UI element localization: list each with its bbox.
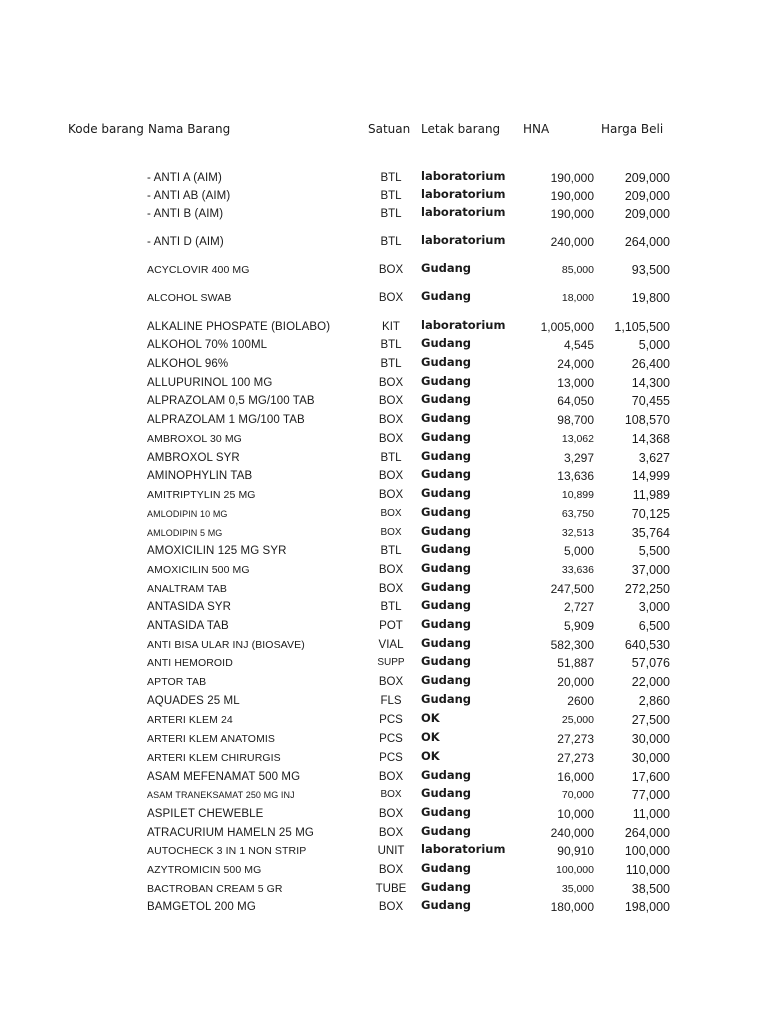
table-row	[0, 768, 768, 786]
nama-barang-cell: AMBROXOL SYR	[147, 452, 240, 464]
satuan-cell: PCS	[379, 714, 403, 726]
harga-beli-cell: 264,000	[624, 826, 670, 840]
letak-barang-cell: Gudang	[421, 336, 472, 350]
satuan-cell: BOX	[380, 789, 402, 800]
letak-barang-cell: Gudang	[421, 374, 472, 388]
hna-cell: 2600	[567, 694, 594, 708]
satuan-cell: TUBE	[375, 883, 407, 895]
nama-barang-cell: AMLODIPIN 10 MG	[147, 509, 228, 519]
satuan-cell: BOX	[378, 771, 404, 783]
letak-barang-cell: Gudang	[421, 654, 472, 668]
hna-cell: 190,000	[550, 171, 594, 185]
table-row	[0, 336, 768, 354]
hna-cell: 85,000	[561, 264, 594, 276]
table-row	[0, 392, 768, 410]
harga-beli-cell: 640,530	[624, 638, 670, 652]
harga-beli-cell: 70,455	[631, 394, 670, 408]
harga-beli-cell: 272,250	[624, 582, 670, 596]
satuan-cell: PCS	[379, 752, 403, 764]
satuan-cell: BOX	[378, 433, 404, 445]
letak-barang-cell: OK	[421, 711, 440, 725]
hna-cell: 70,000	[561, 789, 594, 801]
harga-beli-cell: 38,500	[631, 882, 670, 896]
harga-beli-cell: 14,300	[631, 376, 670, 390]
table-row	[0, 486, 768, 504]
table-row	[0, 187, 768, 205]
satuan-cell: BOX	[378, 489, 404, 501]
hna-cell: 24,000	[557, 357, 594, 371]
harga-beli-cell: 17,600	[631, 770, 670, 784]
letak-barang-cell: Gudang	[421, 805, 472, 819]
table-row	[0, 561, 768, 579]
satuan-cell: BOX	[378, 395, 404, 407]
nama-barang-cell: APTOR TAB	[147, 676, 207, 688]
letak-barang-cell: Gudang	[421, 598, 472, 612]
satuan-cell: BOX	[378, 583, 404, 595]
satuan-cell: BOX	[380, 508, 402, 519]
letak-barang-cell: laboratorium	[421, 318, 506, 332]
hna-cell: 20,000	[557, 675, 594, 689]
nama-barang-cell: ASPILET CHEWEBLE	[147, 808, 264, 820]
letak-barang-cell: Gudang	[421, 824, 472, 838]
nama-barang-cell: ASAM MEFENAMAT 500 MG	[147, 771, 301, 783]
hna-cell: 10,899	[561, 489, 594, 501]
satuan-cell: BOX	[378, 470, 404, 482]
satuan-cell: BTL	[380, 545, 402, 557]
header-kode-barang: Kode barang	[68, 122, 144, 136]
table-row	[0, 169, 768, 187]
hna-cell: 33,636	[561, 564, 594, 576]
table-row	[0, 430, 768, 448]
letak-barang-cell: laboratorium	[421, 233, 506, 247]
letak-barang-cell: OK	[421, 749, 440, 763]
table-row	[0, 617, 768, 635]
letak-barang-cell: Gudang	[421, 261, 472, 275]
table-row	[0, 289, 768, 307]
satuan-cell: FLS	[380, 695, 402, 707]
harga-beli-cell: 110,000	[625, 863, 670, 877]
satuan-cell: BTL	[380, 190, 402, 202]
nama-barang-cell: ALCOHOL SWAB	[147, 292, 232, 304]
nama-barang-cell: BACTROBAN CREAM 5 GR	[147, 883, 283, 895]
satuan-cell: BOX	[378, 264, 404, 276]
harga-beli-cell: 14,368	[631, 432, 670, 446]
table-row	[0, 824, 768, 842]
satuan-cell: PCS	[379, 733, 403, 745]
letak-barang-cell: OK	[421, 730, 440, 744]
header-satuan: Satuan	[368, 122, 411, 136]
hna-cell: 25,000	[561, 714, 594, 726]
letak-barang-cell: Gudang	[421, 289, 472, 303]
table-row	[0, 467, 768, 485]
hna-cell: 190,000	[550, 207, 594, 221]
satuan-cell: BTL	[380, 208, 402, 220]
hna-cell: 16,000	[557, 770, 594, 784]
nama-barang-cell: ARTERI KLEM ANATOMIS	[147, 733, 276, 745]
letak-barang-cell: Gudang	[421, 786, 472, 800]
table-row	[0, 261, 768, 279]
harga-beli-cell: 93,500	[631, 263, 670, 277]
nama-barang-cell: - ANTI B (AIM)	[147, 208, 224, 220]
table-row	[0, 730, 768, 748]
harga-beli-cell: 11,000	[632, 807, 670, 821]
nama-barang-cell: AMOXICILIN 125 MG SYR	[147, 545, 287, 557]
harga-beli-cell: 209,000	[624, 171, 670, 185]
hna-cell: 27,273	[557, 751, 594, 765]
harga-beli-cell: 3,627	[638, 451, 670, 465]
table-row	[0, 805, 768, 823]
nama-barang-cell: ATRACURIUM HAMELN 25 MG	[147, 827, 314, 839]
hna-cell: 63,750	[561, 508, 594, 520]
satuan-cell: BTL	[380, 339, 402, 351]
letak-barang-cell: Gudang	[421, 524, 472, 538]
satuan-cell: SUPP	[377, 657, 405, 668]
satuan-cell: BTL	[380, 358, 402, 370]
harga-beli-cell: 108,570	[624, 413, 670, 427]
header-hna: HNA	[523, 122, 550, 136]
nama-barang-cell: AZYTROMICIN 500 MG	[147, 864, 262, 876]
hna-cell: 5,000	[563, 544, 594, 558]
letak-barang-cell: Gudang	[421, 673, 472, 687]
table-row	[0, 449, 768, 467]
letak-barang-cell: Gudang	[421, 561, 472, 575]
header-harga-beli: Harga Beli	[601, 122, 664, 136]
letak-barang-cell: Gudang	[421, 449, 472, 463]
satuan-cell: BOX	[378, 377, 404, 389]
satuan-cell: BOX	[378, 414, 404, 426]
harga-beli-cell: 264,000	[624, 235, 670, 249]
nama-barang-cell: - ANTI AB (AIM)	[147, 190, 231, 202]
harga-beli-cell: 77,000	[631, 788, 670, 802]
hna-cell: 64,050	[557, 394, 594, 408]
harga-beli-cell: 1,105,500	[614, 320, 670, 334]
table-row	[0, 318, 768, 336]
table-row	[0, 205, 768, 223]
nama-barang-cell: ALLUPURINOL 100 MG	[147, 377, 273, 389]
nama-barang-cell: ANTI HEMOROID	[147, 657, 233, 669]
table-row	[0, 524, 768, 542]
harga-beli-cell: 19,800	[631, 291, 670, 305]
hna-cell: 10,000	[557, 807, 594, 821]
satuan-cell: BOX	[378, 901, 404, 913]
hna-cell: 27,273	[557, 732, 594, 746]
harga-beli-cell: 209,000	[624, 189, 670, 203]
header-nama-barang: Nama Barang	[148, 122, 231, 136]
table-row	[0, 880, 768, 898]
letak-barang-cell: Gudang	[421, 505, 472, 519]
satuan-cell: BTL	[380, 236, 402, 248]
letak-barang-cell: Gudang	[421, 768, 472, 782]
hna-cell: 98,700	[557, 413, 594, 427]
table-row	[0, 598, 768, 616]
hna-cell: 240,000	[550, 235, 594, 249]
nama-barang-cell: AUTOCHECK 3 IN 1 NON STRIP	[147, 845, 307, 857]
harga-beli-cell: 3,000	[638, 600, 670, 614]
letak-barang-cell: laboratorium	[421, 187, 506, 201]
harga-beli-cell: 6,500	[638, 619, 670, 633]
harga-beli-cell: 198,000	[624, 900, 670, 914]
nama-barang-cell: AMLODIPIN 5 MG	[147, 528, 223, 538]
harga-beli-cell: 11,989	[632, 488, 670, 502]
harga-beli-cell: 209,000	[624, 207, 670, 221]
letak-barang-cell: Gudang	[421, 880, 472, 894]
satuan-cell: BTL	[380, 601, 402, 613]
letak-barang-cell: Gudang	[421, 898, 472, 912]
nama-barang-cell: AMINOPHYLIN TAB	[147, 470, 253, 482]
hna-cell: 13,636	[557, 469, 594, 483]
letak-barang-cell: Gudang	[421, 411, 472, 425]
satuan-cell: UNIT	[377, 845, 405, 857]
letak-barang-cell: Gudang	[421, 467, 472, 481]
harga-beli-cell: 100,000	[624, 844, 670, 858]
satuan-cell: BTL	[380, 452, 402, 464]
table-row	[0, 861, 768, 879]
harga-beli-cell: 30,000	[631, 732, 670, 746]
satuan-cell: BOX	[378, 827, 404, 839]
letak-barang-cell: Gudang	[421, 392, 472, 406]
hna-cell: 247,500	[550, 582, 594, 596]
letak-barang-cell: Gudang	[421, 580, 472, 594]
table-row	[0, 233, 768, 251]
hna-cell: 180,000	[550, 900, 594, 914]
nama-barang-cell: AMBROXOL 30 MG	[147, 433, 242, 445]
nama-barang-cell: ALKOHOL 96%	[147, 358, 229, 370]
letak-barang-cell: Gudang	[421, 430, 472, 444]
hna-cell: 13,000	[557, 376, 594, 390]
harga-beli-cell: 30,000	[631, 751, 670, 765]
hna-cell: 35,000	[561, 883, 594, 895]
hna-cell: 190,000	[550, 189, 594, 203]
satuan-cell: BOX	[378, 564, 404, 576]
nama-barang-cell: ANTI BISA ULAR INJ (BIOSAVE)	[147, 639, 305, 651]
satuan-cell: BOX	[378, 292, 404, 304]
table-row	[0, 654, 768, 672]
hna-cell: 1,005,000	[540, 320, 594, 334]
nama-barang-cell: ASAM TRANEKSAMAT 250 MG INJ	[147, 790, 295, 800]
satuan-cell: BTL	[380, 172, 402, 184]
nama-barang-cell: AMOXICILIN 500 MG	[147, 564, 250, 576]
letak-barang-cell: laboratorium	[421, 205, 506, 219]
nama-barang-cell: ALPRAZOLAM 1 MG/100 TAB	[147, 414, 305, 426]
letak-barang-cell: Gudang	[421, 692, 472, 706]
nama-barang-cell: ANTASIDA SYR	[147, 601, 232, 613]
letak-barang-cell: laboratorium	[421, 169, 506, 183]
satuan-cell: BOX	[378, 864, 404, 876]
harga-beli-cell: 5,500	[638, 544, 670, 558]
satuan-cell: BOX	[378, 676, 404, 688]
hna-cell: 3,297	[563, 451, 594, 465]
letak-barang-cell: Gudang	[421, 542, 472, 556]
nama-barang-cell: BAMGETOL 200 MG	[147, 901, 256, 913]
table-row	[0, 374, 768, 392]
hna-cell: 4,545	[563, 338, 594, 352]
letak-barang-cell: Gudang	[421, 617, 472, 631]
nama-barang-cell: ALKALINE PHOSPATE (BIOLABO)	[147, 321, 331, 333]
letak-barang-cell: Gudang	[421, 355, 472, 369]
table-row	[0, 842, 768, 860]
table-row	[0, 711, 768, 729]
hna-cell: 2,727	[563, 600, 594, 614]
nama-barang-cell: ARTERI KLEM 24	[147, 714, 233, 726]
letak-barang-cell: Gudang	[421, 861, 472, 875]
nama-barang-cell: - ANTI A (AIM)	[147, 172, 222, 184]
nama-barang-cell: ACYCLOVIR 400 MG	[147, 264, 250, 276]
satuan-cell: POT	[379, 620, 403, 632]
harga-beli-cell: 14,999	[631, 469, 670, 483]
harga-beli-cell: 2,860	[638, 694, 670, 708]
harga-beli-cell: 70,125	[631, 507, 670, 521]
hna-cell: 100,000	[556, 864, 594, 876]
table-row	[0, 749, 768, 767]
satuan-cell: BOX	[380, 527, 402, 538]
table-row	[0, 898, 768, 916]
letak-barang-cell: laboratorium	[421, 842, 506, 856]
harga-beli-cell: 37,000	[631, 563, 670, 577]
nama-barang-cell: ANTASIDA TAB	[147, 620, 229, 632]
hna-cell: 90,910	[557, 844, 594, 858]
hna-cell: 32,513	[561, 527, 594, 539]
letak-barang-cell: Gudang	[421, 636, 472, 650]
hna-cell: 18,000	[561, 292, 594, 304]
table-row	[0, 636, 768, 654]
harga-beli-cell: 5,000	[638, 338, 670, 352]
hna-cell: 582,300	[550, 638, 594, 652]
satuan-cell: KIT	[382, 321, 400, 333]
letak-barang-cell: Gudang	[421, 486, 472, 500]
harga-beli-cell: 22,000	[631, 675, 670, 689]
header-letak-barang: Letak barang	[421, 122, 501, 136]
harga-beli-cell: 35,764	[631, 526, 670, 540]
hna-cell: 240,000	[550, 826, 594, 840]
table-row	[0, 580, 768, 598]
table-row	[0, 692, 768, 710]
satuan-cell: VIAL	[378, 639, 404, 651]
nama-barang-cell: ALKOHOL 70% 100ML	[147, 339, 268, 351]
table-row	[0, 542, 768, 560]
harga-beli-cell: 57,076	[631, 656, 670, 670]
table-row	[0, 786, 768, 804]
hna-cell: 5,909	[563, 619, 594, 633]
harga-beli-cell: 27,500	[631, 713, 670, 727]
nama-barang-cell: ANALTRAM TAB	[147, 583, 227, 595]
harga-beli-cell: 26,400	[631, 357, 670, 371]
nama-barang-cell: ALPRAZOLAM 0,5 MG/100 TAB	[147, 395, 315, 407]
nama-barang-cell: AQUADES 25 ML	[147, 695, 240, 707]
nama-barang-cell: ARTERI KLEM CHIRURGIS	[147, 752, 281, 764]
satuan-cell: BOX	[378, 808, 404, 820]
hna-cell: 13,062	[561, 433, 594, 445]
table-row	[0, 355, 768, 373]
nama-barang-cell: - ANTI D (AIM)	[147, 236, 224, 248]
table-row	[0, 411, 768, 429]
table-row	[0, 673, 768, 691]
hna-cell: 51,887	[557, 656, 594, 670]
table-row	[0, 505, 768, 523]
nama-barang-cell: AMITRIPTYLIN 25 MG	[147, 489, 256, 501]
